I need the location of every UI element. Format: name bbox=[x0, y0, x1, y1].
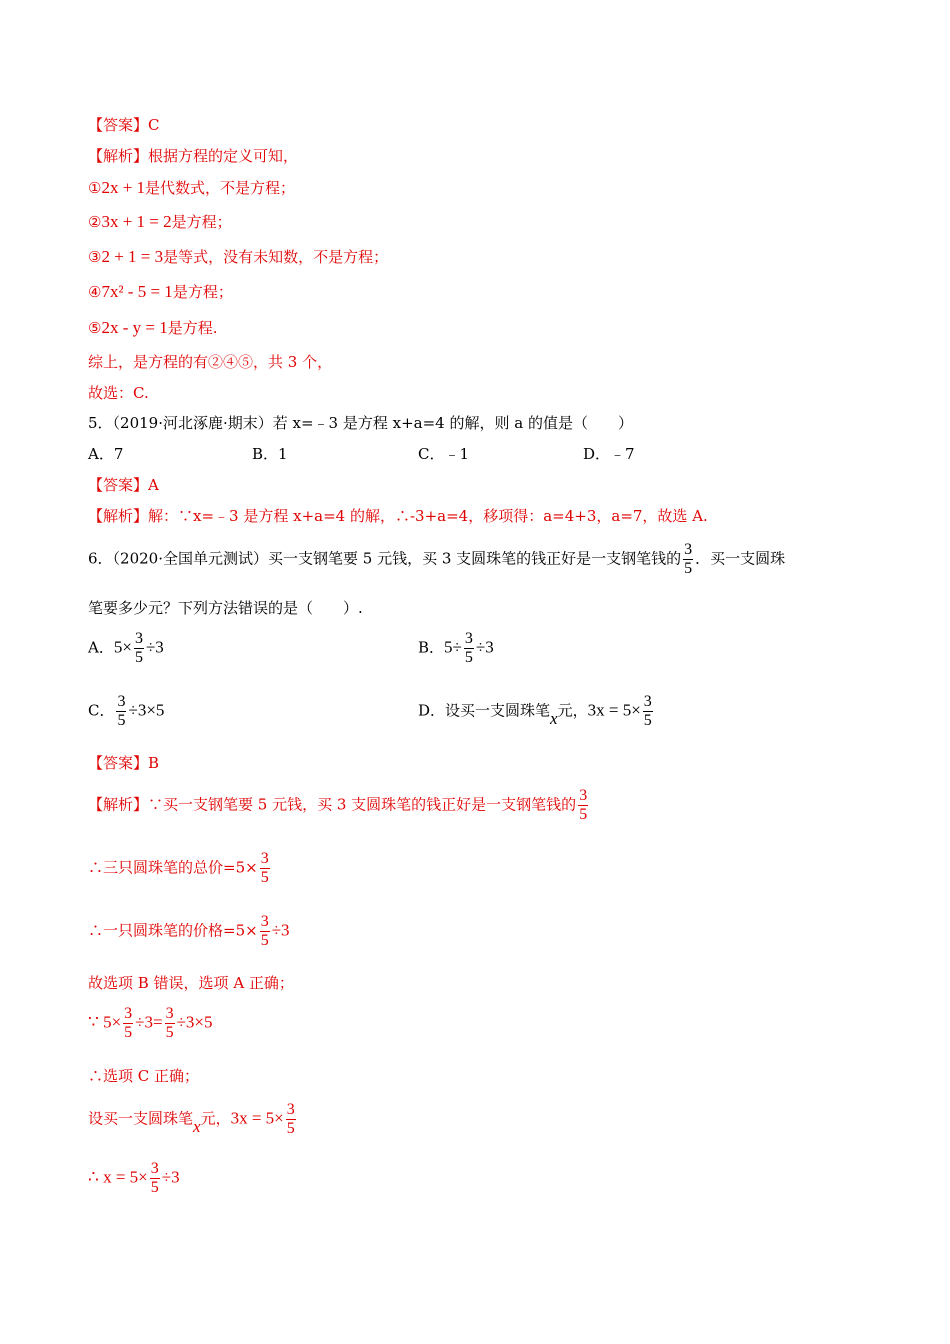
item-expr: 7x² - 5 = 1 bbox=[101, 282, 173, 301]
q4-item-1 bbox=[88, 178, 295, 198]
option-unit: 元， bbox=[557, 701, 588, 720]
q6-answer-line bbox=[88, 753, 159, 773]
q6-analysis-line bbox=[88, 787, 590, 824]
q5-option-a: A．7 bbox=[88, 445, 124, 463]
fraction: $\frac{3}{5}$ bbox=[579, 787, 588, 823]
q6-equality-line bbox=[88, 1005, 213, 1042]
option-label: D． bbox=[418, 701, 446, 720]
q5-stem: 5．（2019·河北涿鹿·期末）若 x=﹣3 是方程 x+a=4 的解，则 a 的值是（ ） bbox=[88, 414, 633, 432]
q4-answer-line bbox=[88, 115, 160, 135]
answer-tag: 【答案】 bbox=[88, 116, 149, 134]
q6-option-c bbox=[88, 693, 164, 730]
line-expr: ÷3 bbox=[271, 920, 290, 940]
option-label: B． bbox=[418, 638, 445, 657]
analysis-tag: 【解析】 bbox=[88, 147, 149, 165]
q6-set-line bbox=[88, 1101, 298, 1138]
q5-option-c: C．﹣1 bbox=[418, 445, 470, 463]
line-text: 设买一支圆珠笔 bbox=[88, 1109, 194, 1128]
item-text: 是等式，没有未知数，不是方程； bbox=[163, 248, 389, 266]
option-expr: 3x = 5× bbox=[587, 700, 641, 720]
q6-total-line bbox=[88, 850, 272, 887]
item-expr: 2x + 1 bbox=[101, 178, 146, 197]
q6-option-b bbox=[418, 630, 494, 667]
item-mark: ② bbox=[88, 213, 102, 231]
q6-option-d bbox=[418, 693, 655, 730]
q4-item-2 bbox=[88, 212, 232, 232]
fraction: $\frac{3}{5}$ bbox=[134, 630, 143, 666]
stem-part-2: ．买一支圆珠 bbox=[695, 549, 786, 568]
fraction: $\frac{3}{5}$ bbox=[165, 1005, 174, 1041]
line-expr: ÷3= bbox=[135, 1012, 163, 1032]
fraction: $\frac{3}{5}$ bbox=[260, 913, 269, 949]
q6-option-a bbox=[88, 630, 164, 667]
analysis-tag: 【解析】 bbox=[88, 507, 149, 525]
q5-option-d: D．﹣7 bbox=[583, 445, 635, 463]
q4-item-5 bbox=[88, 318, 217, 338]
fraction: $\frac{3}{5}$ bbox=[124, 1005, 133, 1041]
answer-value: C bbox=[148, 116, 160, 134]
item-text: 是代数式，不是方程； bbox=[145, 179, 296, 197]
option-label: A． bbox=[88, 638, 114, 657]
item-text: 是方程； bbox=[172, 283, 233, 301]
line-expr: ∵ 5× bbox=[88, 1012, 122, 1032]
line-expr: ÷3×5 bbox=[176, 1012, 213, 1032]
answer-value: A bbox=[148, 476, 159, 494]
q5-answer-line bbox=[88, 475, 159, 495]
fraction: $\frac{3}{5}$ bbox=[260, 850, 269, 886]
answer-tag: 【答案】 bbox=[88, 476, 149, 494]
item-text: 是方程； bbox=[171, 213, 232, 231]
line-expr: ∴ x = 5× bbox=[88, 1167, 148, 1187]
item-text: 是方程. bbox=[167, 319, 218, 337]
line-text: ∴三只圆珠笔的总价=5× bbox=[88, 858, 258, 877]
item-expr: 2x - y = 1 bbox=[101, 318, 168, 337]
analysis-text: 解：∵x=﹣3 是方程 x+a=4 的解，∴-3+a=4，移项得：a=4+3，a=7，故选 A. bbox=[148, 507, 708, 525]
analysis-tag: 【解析】 bbox=[88, 795, 149, 814]
fraction: $\frac{3}{5}$ bbox=[117, 693, 126, 729]
option-text: 设买一支圆珠笔 bbox=[445, 701, 551, 720]
line-text: ∴一只圆珠笔的价格=5× bbox=[88, 921, 258, 940]
q6-c-right: ∴选项 C 正确； bbox=[88, 1067, 200, 1085]
q4-item-4 bbox=[88, 282, 233, 302]
q4-item-3 bbox=[88, 247, 388, 267]
item-expr: 2 + 1 = 3 bbox=[101, 247, 164, 266]
option-expr: 5× bbox=[113, 637, 132, 657]
q5-option-b: B．1 bbox=[252, 445, 288, 463]
q6-stem-line-2: 笔要多少元？下列方法错误的是（ ）. bbox=[88, 599, 363, 617]
line-expr: ÷3 bbox=[161, 1167, 180, 1187]
q4-summary: 综上，是方程的有②④⑤，共 3 个， bbox=[88, 353, 333, 371]
q5-analysis-line bbox=[88, 506, 708, 526]
option-expr: ÷3 bbox=[475, 637, 494, 657]
fraction: $\frac{3}{5}$ bbox=[464, 630, 473, 666]
item-mark: ③ bbox=[88, 248, 102, 266]
q6-final-line bbox=[88, 1160, 180, 1197]
q4-analysis-line bbox=[88, 146, 298, 166]
q6-b-wrong: 故选项 B 错误，选项 A 正确； bbox=[88, 974, 294, 992]
variable-x: x bbox=[550, 708, 558, 728]
fraction: $\frac{3}{5}$ bbox=[150, 1160, 159, 1196]
option-label: C． bbox=[88, 701, 115, 720]
option-expr: ÷3×5 bbox=[128, 700, 165, 720]
fraction-three-fifths: $\frac{3}{5}$ bbox=[684, 541, 693, 577]
item-mark: ⑤ bbox=[88, 319, 102, 337]
fraction: $\frac{3}{5}$ bbox=[643, 693, 652, 729]
analysis-text: ∵买一支钢笔要 5 元钱，买 3 支圆珠笔的钱正好是一支钢笔钱的 bbox=[148, 795, 577, 814]
q4-choice: 故选：C. bbox=[88, 384, 149, 402]
line-expr: 3x = 5× bbox=[230, 1108, 284, 1128]
item-expr: 3x + 1 = 2 bbox=[101, 212, 172, 231]
analysis-intro: 根据方程的定义可知， bbox=[148, 147, 299, 165]
answer-tag: 【答案】 bbox=[88, 754, 149, 772]
stem-part-1: 6．（2020·全国单元测试）买一支钢笔要 5 元钱，买 3 支圆珠笔的钱正好是一支钢笔钱的 bbox=[88, 549, 682, 568]
q6-stem-line-1 bbox=[88, 541, 785, 578]
item-mark: ① bbox=[88, 179, 102, 197]
item-mark: ④ bbox=[88, 283, 102, 301]
fraction: $\frac{3}{5}$ bbox=[286, 1101, 295, 1137]
answer-value: B bbox=[148, 754, 160, 772]
variable-x: x bbox=[193, 1116, 201, 1136]
line-unit: 元， bbox=[200, 1109, 231, 1128]
option-expr: ÷3 bbox=[145, 637, 164, 657]
option-expr: 5÷ bbox=[444, 637, 462, 657]
q6-price-line bbox=[88, 913, 290, 950]
